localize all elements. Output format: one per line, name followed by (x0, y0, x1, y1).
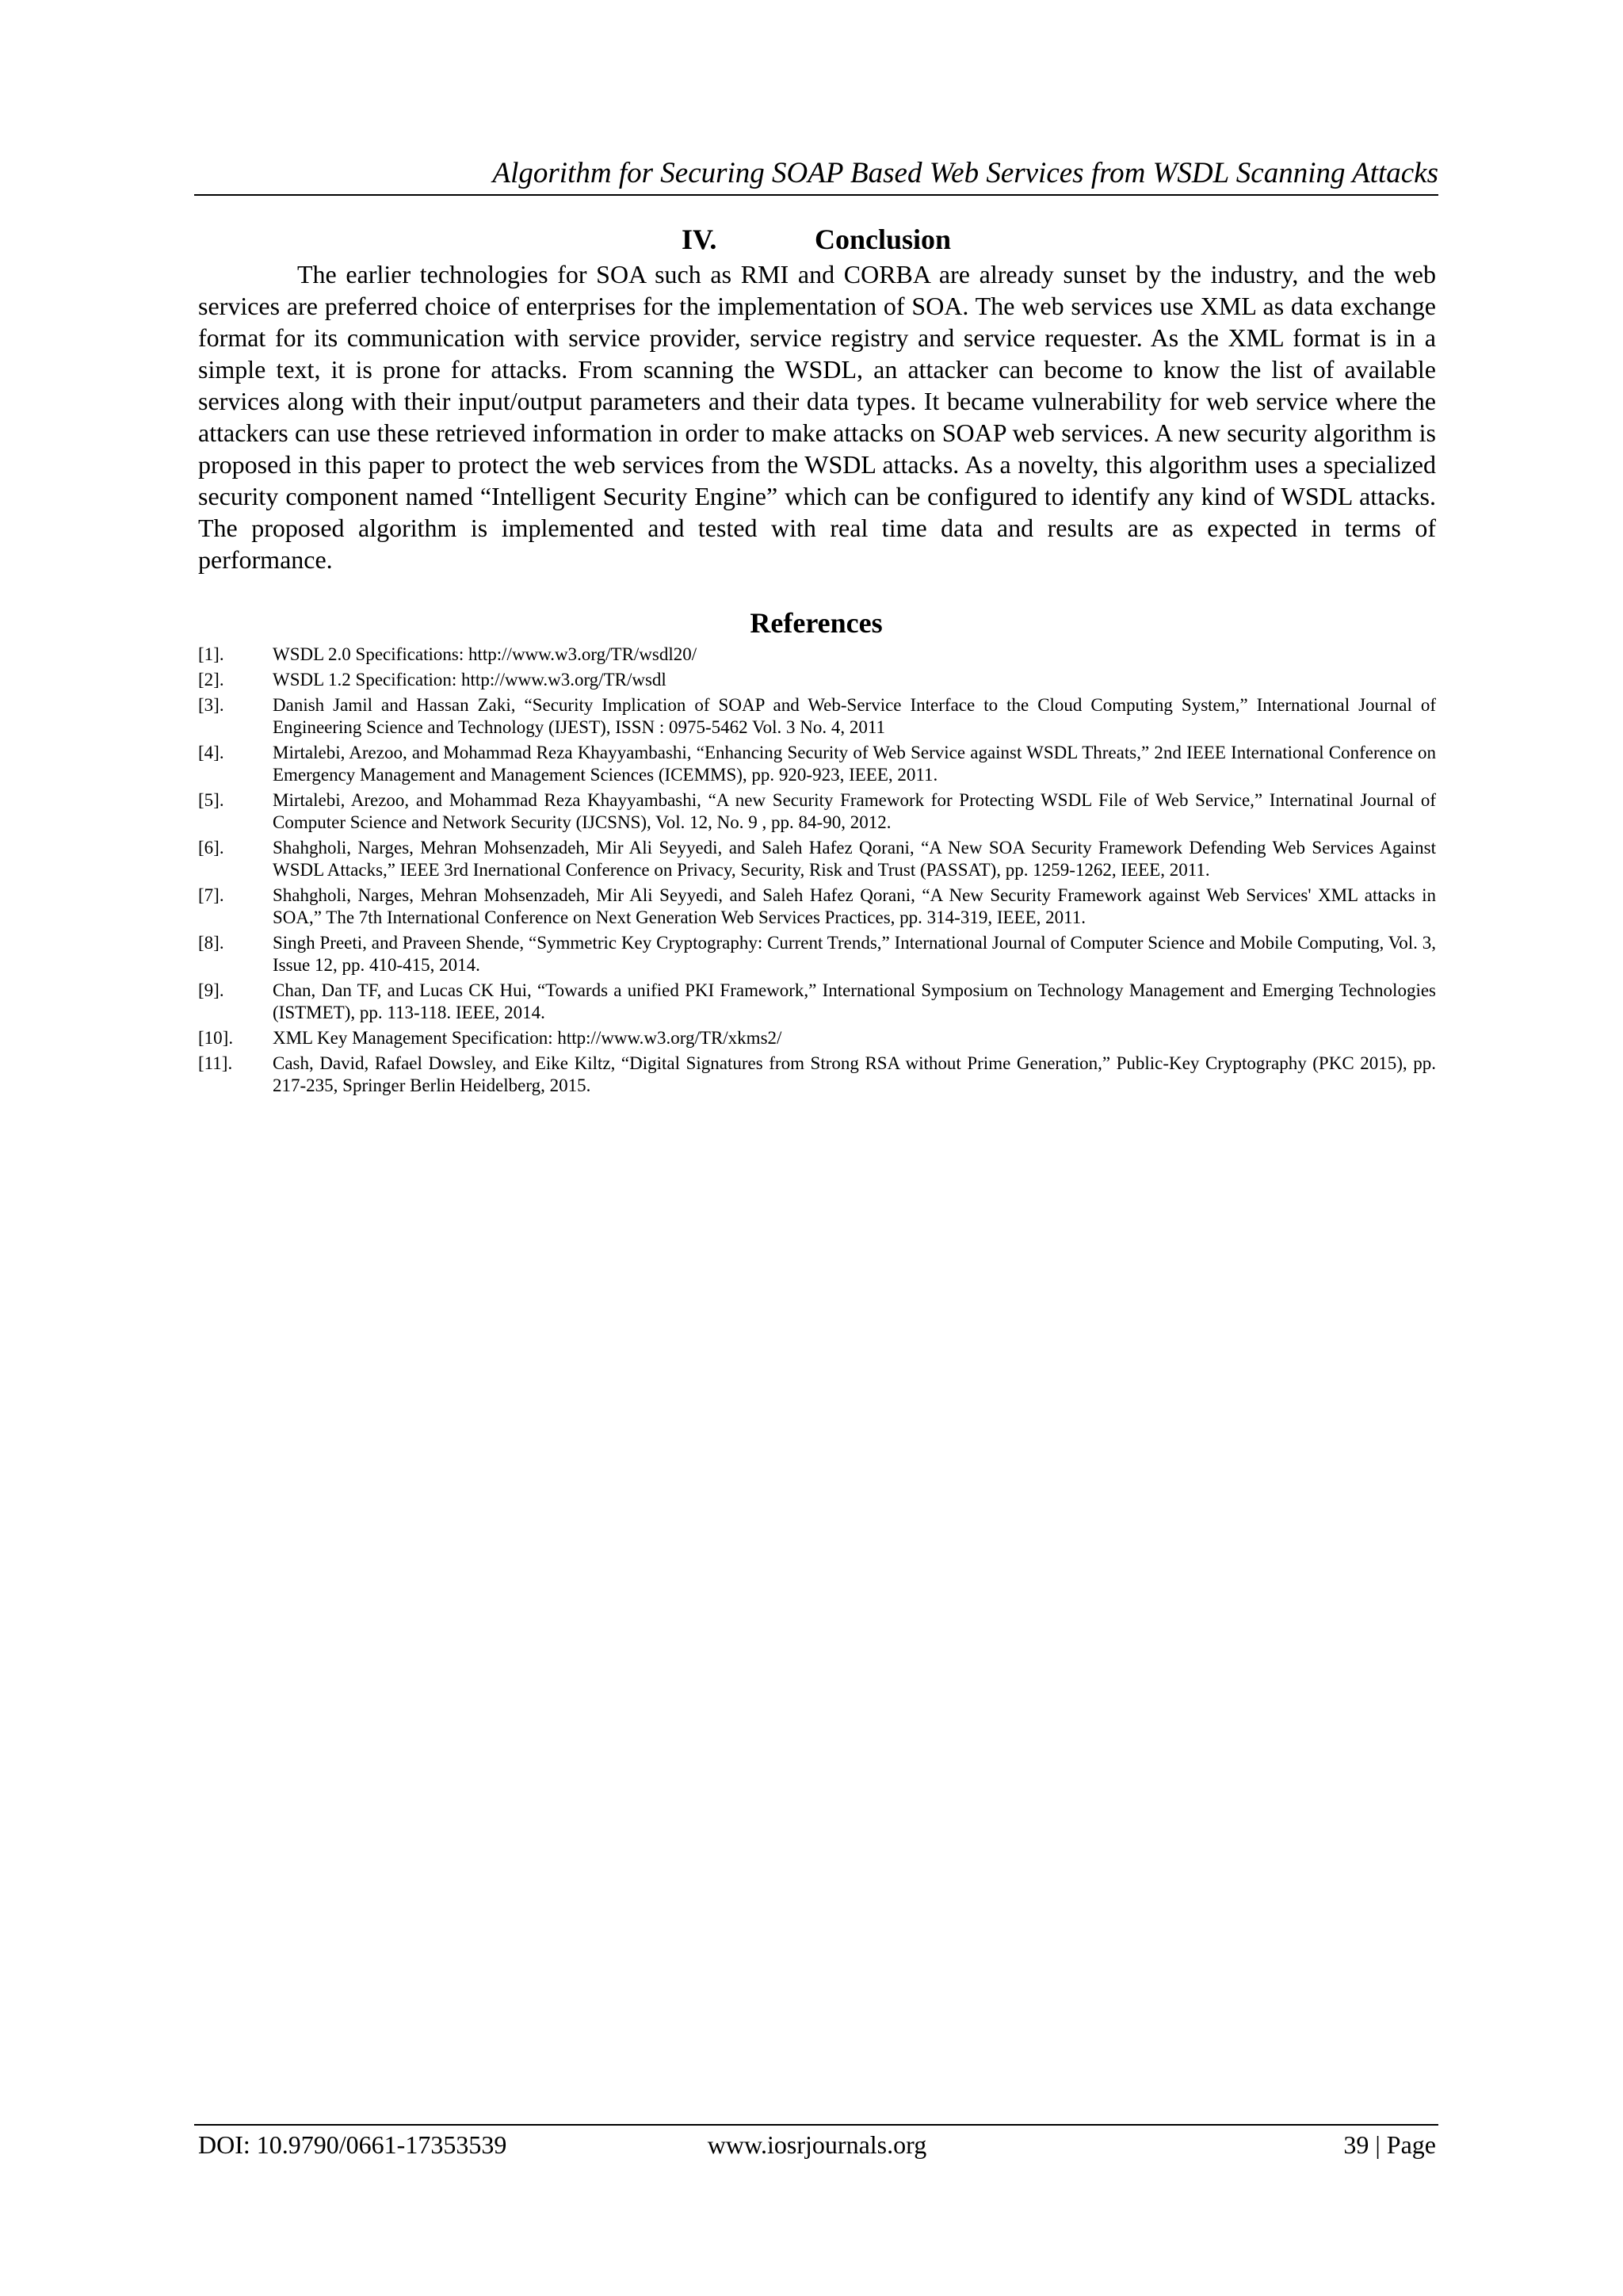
reference-text: Cash, David, Rafael Dowsley, and Eike Kiltz, “Digital Signatures from Strong RSA without Prime Generation,” Public-Key Cryptography (PKC 2015), pp. 217-235, Springer Berlin Heidelberg, 2015. (273, 1053, 1436, 1095)
footer-website: www.iosrjournals.org (707, 2130, 927, 2159)
reference-text: Mirtalebi, Arezoo, and Mohammad Reza Khayyambashi, “A new Security Framework for Protecting WSDL File of Web Service,” Internatinal Journal of Computer Science and Network Security (IJCSNS), Vol. 12, No. 9 , pp. 84-90, 2012. (273, 790, 1436, 832)
reference-number: [8]. (198, 933, 224, 953)
reference-item (198, 884, 1436, 929)
reference-number: [1]. (198, 644, 224, 664)
reference-text: WSDL 2.0 Specifications: http://www.w3.org/TR/wsdl20/ (273, 644, 697, 664)
reference-item (198, 932, 1436, 976)
reference-item (198, 669, 1436, 691)
section-number: IV. (681, 223, 717, 255)
reference-number: [11]. (198, 1053, 233, 1073)
header-rule (194, 194, 1438, 196)
reference-number: [10]. (198, 1028, 234, 1048)
section-title: Conclusion (814, 223, 952, 255)
reference-item (198, 742, 1436, 786)
reference-text: XML Key Management Specification: http://www.w3.org/TR/xkms2/ (273, 1028, 782, 1048)
reference-number: [3]. (198, 695, 224, 715)
reference-text: Singh Preeti, and Praveen Shende, “Symmetric Key Cryptography: Current Trends,” International Journal of Computer Science and Mobile Computing, Vol. 3, Issue 12, pp. 410-415, 2014. (273, 933, 1436, 975)
reference-item (198, 694, 1436, 739)
conclusion-paragraph: The earlier technologies for SOA such as RMI and CORBA are already sunset by the industry, and the web services are preferred choice of enterprises for the implementation of SOA. The web services use XML as data exchange format for its communication with service provider, service registry and service requester. As the XML format is in a simple text, it is prone for attacks. From scanning the WSDL, an attacker can become to know the list of available services along with their input/output parameters and their data types. It became vulnerability for web service where the attackers can use these retrieved information in order to make attacks on SOAP web services. A new security algorithm is proposed in this paper to protect the web services from the WSDL attacks. As a novelty, this algorithm uses a specialized security component named “Intelligent Security Engine” which can be configured to identify any kind of WSDL attacks. The proposed algorithm is implemented and tested with real time data and results are as expected in terms of performance. (198, 260, 1436, 574)
reference-number: [5]. (198, 790, 224, 810)
reference-item (198, 1052, 1436, 1097)
reference-text: Danish Jamil and Hassan Zaki, “Security Implication of SOAP and Web-Service Interface to the Cloud Computing System,” International Journal of Engineering Science and Technology (IJEST), ISSN : 0975-5462 Vol. 3 No. 4, 2011 (273, 695, 1436, 737)
reference-number: [7]. (198, 885, 224, 905)
reference-text: Chan, Dan TF, and Lucas CK Hui, “Towards a unified PKI Framework,” International Symposium on Technology Management and Emerging Technologies (ISTMET), pp. 113-118. IEEE, 2014. (273, 980, 1436, 1022)
reference-number: [9]. (198, 980, 224, 1000)
reference-list (198, 644, 1436, 1100)
reference-number: [4]. (198, 743, 224, 762)
reference-text: WSDL 1.2 Specification: http://www.w3.org/TR/wsdl (273, 670, 666, 690)
reference-number: [6]. (198, 838, 224, 858)
section-heading-conclusion (194, 221, 1438, 258)
references-heading: References (750, 607, 883, 639)
reference-item (198, 644, 1436, 666)
reference-item (198, 837, 1436, 881)
reference-number: [2]. (198, 670, 224, 690)
reference-item (198, 789, 1436, 834)
footer-page-number: 39 | Page (1343, 2130, 1436, 2159)
reference-text: Shahgholi, Narges, Mehran Mohsenzadeh, Mir Ali Seyyedi, and Saleh Hafez Qorani, “A New Security Framework against Web Services' XML attacks in SOA,” The 7th International Conference on Next Generation Web Services Practices, pp. 314-319, IEEE, 2011. (273, 885, 1436, 927)
footer-rule (194, 2124, 1438, 2126)
reference-item (198, 980, 1436, 1024)
running-header: Algorithm for Securing SOAP Based Web Services from WSDL Scanning Attacks (492, 157, 1438, 189)
reference-text: Mirtalebi, Arezoo, and Mohammad Reza Khayyambashi, “Enhancing Security of Web Service against WSDL Threats,” 2nd IEEE International Conference on Emergency Management and Management Sciences (ICEMMS), pp. 920-923, IEEE, 2011. (273, 743, 1436, 785)
reference-text: Shahgholi, Narges, Mehran Mohsenzadeh, Mir Ali Seyyedi, and Saleh Hafez Qorani, “A New SOA Security Framework Defending Web Services Against WSDL Attacks,” IEEE 3rd Inernational Conference on Privacy, Security, Risk and Trust (PASSAT), pp. 1259-1262, IEEE, 2011. (273, 838, 1436, 880)
footer-doi: DOI: 10.9790/0661-17353539 (198, 2130, 507, 2159)
reference-item (198, 1027, 1436, 1049)
